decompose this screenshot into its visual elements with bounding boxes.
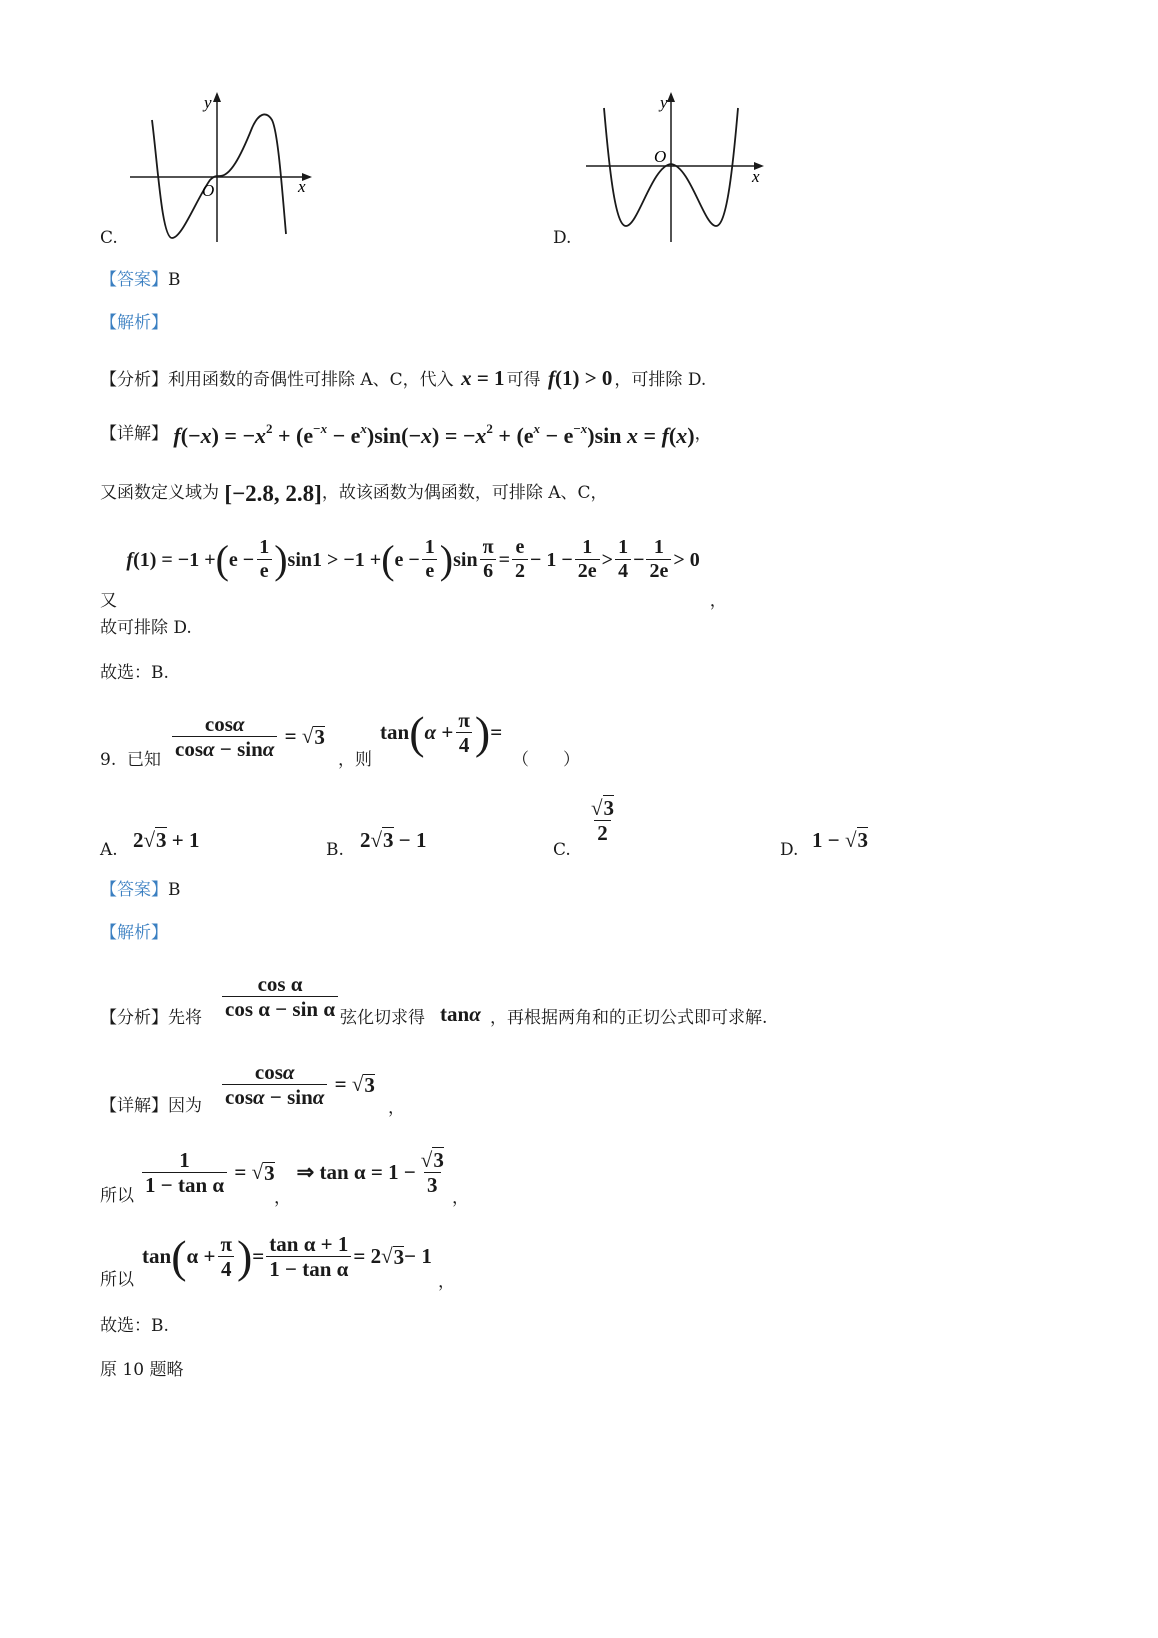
- q9-option-c-value: $\frac{√3}{2}$: [591, 796, 615, 846]
- q9-detail-tail: ，: [388, 1098, 405, 1118]
- question-text: 已知: [127, 750, 162, 770]
- q9-option-b-value: 2√3 − 1: [360, 828, 427, 852]
- q9-detail-equation: $\frac{\cos\alpha}{\cos\alpha - \sin\alpha}$ = √ 3: [220, 1060, 375, 1109]
- q9-option-d-label: D.: [780, 840, 799, 860]
- q9-step2-tail: ，: [438, 1272, 455, 1292]
- q9-then: ，则: [338, 750, 372, 770]
- domain-math: [−2.8, 2.8]: [224, 481, 322, 506]
- q8-analysis-label: 【解析】: [100, 313, 168, 333]
- fenxi-label: 【分析】: [100, 370, 168, 390]
- graph-d-x-label: x: [752, 167, 760, 186]
- detail-text: 因为: [168, 1096, 202, 1116]
- detail-tail: ，: [694, 424, 712, 444]
- q9-so-1: 所以: [100, 1186, 134, 1206]
- graph-d-y-label: y: [660, 93, 668, 112]
- q9-fenxi-tan: tanα: [440, 1002, 481, 1026]
- q9-analysis-label: 【解析】: [100, 923, 168, 943]
- q8-choose: 故选：B.: [100, 663, 169, 683]
- q8-f1-line: [100, 536, 727, 611]
- fenxi-text: ，可排除 D.: [614, 370, 707, 390]
- q9-answer-blank: （ ）: [512, 750, 580, 770]
- fenxi-text: 利用函数的奇偶性可排除 A、C，代入: [168, 370, 454, 390]
- fenxi-text: 先将: [168, 1008, 202, 1028]
- option-d-label: D.: [553, 228, 572, 248]
- fenxi-text: 可得: [506, 370, 541, 390]
- answer-label: 【答案】: [100, 270, 168, 290]
- option-c-label: C.: [100, 228, 118, 248]
- answer-value: B: [168, 270, 181, 290]
- q8-exclude: 故可排除 D.: [100, 618, 192, 638]
- q9-answer: [100, 882, 181, 899]
- graph-c-y-label: y: [204, 93, 212, 112]
- q9-step1: $\frac{1}{\text{1 − tan α}}$ = √ 3 ⇒ tan α = 1 − $\frac{√3}{3}$: [140, 1148, 449, 1197]
- graph-d: [580, 88, 780, 248]
- q9-given-equation: $\frac{\cos\alpha}{\cos\alpha - \sin\alpha}$ = √ 3: [170, 712, 325, 761]
- q9-option-c-label: C.: [553, 840, 571, 860]
- q9-option-a-label: A.: [100, 840, 118, 860]
- q9-target-expression: tan ( α + $\frac{\pi}{4}$ ) =: [380, 706, 503, 758]
- q9-detail: [100, 1098, 202, 1115]
- detail-label: 【详解】: [100, 424, 168, 444]
- graph-d-origin-label: O: [654, 147, 667, 166]
- detail-equation: $f(-x) = -x^2 + (e^{-x} - e^x)\sin(-x) = -x^2 + (e^x - e^{-x})\sin$ x = f(x): [173, 421, 695, 448]
- graph-c: [120, 88, 320, 248]
- graph-c-x-label: x: [298, 177, 306, 196]
- graph-c-origin-label: O: [202, 181, 215, 200]
- footer-note: 原 10 题略: [100, 1360, 184, 1380]
- q9-step1-sep: ，: [274, 1188, 291, 1208]
- q9-choose: 故选：B.: [100, 1316, 169, 1336]
- q9-fenxi-text2: 弦化切求得: [340, 1008, 425, 1028]
- q9-option-a-value: 2√3 + 1: [133, 828, 200, 852]
- q9-so-2: 所以: [100, 1270, 134, 1290]
- fenxi-label: 【分析】: [100, 1008, 168, 1028]
- q8-answer: [100, 272, 181, 289]
- also-text: 又: [100, 590, 117, 611]
- fenxi-math: f(1) > 0: [547, 366, 613, 390]
- f1-tail: ，: [709, 590, 727, 611]
- q9-option-b-label: B.: [326, 840, 344, 860]
- q9-fenxi: [100, 1010, 202, 1027]
- domain-text: 又函数定义域为: [100, 483, 219, 503]
- answer-label: 【答案】: [100, 880, 168, 900]
- q9-fenxi-text3: ，再根据两角和的正切公式即可求解.: [490, 1008, 768, 1028]
- domain-text: ，故该函数为偶函数，可排除 A、C，: [321, 483, 608, 503]
- fenxi-math: x = 1: [461, 366, 505, 390]
- f1-equation: f (1) = −1 + ( e − $\frac{1}{e}$ ) sin1 > −1 + ( e − $\frac{1}{e}$ ) sin $\frac{\pi}{6}$ = $\frac{e}{2}$ − 1 − $\frac{1}{2e}$ > $\frac{1}{4}$ − $\frac{1}{2e}$ > 0: [126, 536, 700, 582]
- q8-domain: [100, 482, 608, 505]
- q9-option-d-value: 1 − √3: [812, 828, 868, 852]
- detail-label: 【详解】: [100, 1096, 168, 1116]
- q8-detail: [100, 422, 712, 447]
- q9-step2: tan ( α + $\frac{\pi}{4}$ ) = $\frac{\text{tan α + 1}}{\text{1 − tan α}}$ = 2√ 3 − 1: [142, 1230, 432, 1282]
- q9-fenxi-fraction: $\frac{\text{cos α}}{\text{cos α − sin α}}$: [220, 972, 340, 1021]
- answer-value: B: [168, 880, 181, 900]
- q9-step1-tail: ，: [452, 1188, 469, 1208]
- q9-stem-text: [100, 752, 161, 769]
- q8-fenxi: [100, 368, 706, 389]
- question-number: 9.: [100, 750, 117, 770]
